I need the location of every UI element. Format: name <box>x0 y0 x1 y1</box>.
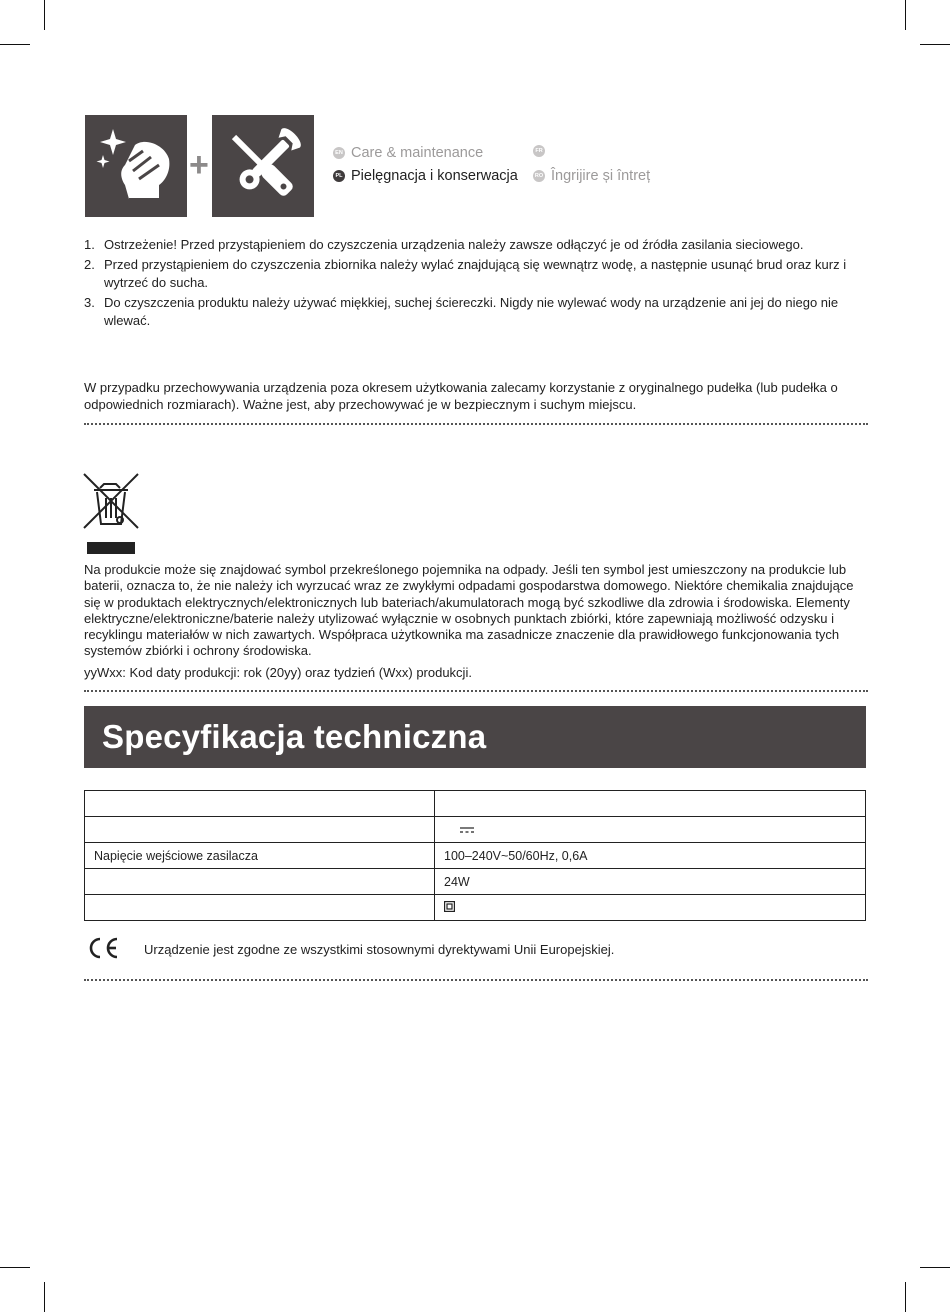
language-label: Îngrijire și întreț <box>551 168 651 184</box>
weee-paragraph: Na produkcie może się znajdować symbol przekreślonego pojemnika na odpady. Jeśli ten symbol jest umieszczony na produkcie lub baterii, oznacza to, że nie należy ich wyrzucać wraz ze zwykłymi odpadami gospodarstwa domowego. Niektóre chemikalia znajdujące się w produktach elektrycznych/elektronicznych lub bateriach/akumulatorach mogą być szkodliwe dla zdrowia i środowiska. Elementy elektryczne/elektroniczne/baterie należy utylizować wyłącznie w osobnych punktach zbiórki, które zapewniają możliwość odzysku i recyklingu materiałów w nich zawartych. Współpraca użytkownika ma zasadnicze znaczenie dla prawidłowego funkcjonowania tych systemów zbiórki i ochrony środowiska. <box>84 562 854 659</box>
table-row <box>85 791 866 817</box>
crop-mark <box>44 1282 45 1312</box>
step-number: 1. <box>84 237 95 252</box>
step-number: 2. <box>84 257 95 272</box>
wrench-screwdriver-icon <box>212 115 314 217</box>
language-code-badge: FR <box>533 145 545 157</box>
spec-label <box>85 817 435 843</box>
list-item <box>84 236 874 254</box>
step-number: 3. <box>84 295 95 310</box>
storage-paragraph: W przypadku przechowywania urządzenia poza okresem użytkowania zalecamy korzystanie z oryginalnego pudełka (lub pudełka o odpowiednich rozmiarach). Ważne jest, aby przechowywać je w bezpiecznym i suchym miejscu. <box>84 380 838 412</box>
spec-label: Napięcie wejściowe zasilacza <box>85 843 435 869</box>
language-item-fr[interactable] <box>533 145 551 157</box>
crop-mark <box>920 1267 950 1268</box>
crop-mark <box>0 1267 30 1268</box>
language-code-badge: EN <box>333 147 345 159</box>
plus-sign-icon: + <box>189 146 209 184</box>
step-text: Ostrzeżenie! Przed przystąpieniem do czyszczenia urządzenia należy zawsze odłączyć je od źródła zasilania sieciowego. <box>104 237 804 252</box>
language-item-en[interactable] <box>333 145 483 161</box>
table-row <box>85 817 866 843</box>
table-row <box>85 869 866 895</box>
care-steps-list <box>84 236 874 332</box>
cleaning-hand-sparkle-icon <box>85 115 187 217</box>
date-code-note: yyWxx: Kod daty produkcji: rok (20yy) oraz tydzień (Wxx) produkcji. <box>84 665 472 680</box>
dotted-divider <box>84 690 868 692</box>
spec-value-cell <box>435 817 866 843</box>
language-item-pl[interactable] <box>333 168 518 184</box>
crop-mark <box>44 0 45 30</box>
spec-banner <box>84 706 866 768</box>
ce-mark-icon <box>86 936 120 965</box>
ce-compliance-text: Urządzenie jest zgodne ze wszystkimi stosownymi dyrektywami Unii Europejskiej. <box>144 942 615 957</box>
crop-mark <box>905 0 906 30</box>
crop-mark <box>905 1282 906 1312</box>
spec-value <box>435 791 866 817</box>
language-item-ro[interactable] <box>533 168 650 184</box>
crossed-bin-icon <box>82 472 140 554</box>
dotted-divider <box>84 979 868 981</box>
language-code-badge: RO <box>533 170 545 182</box>
crop-mark <box>920 44 950 45</box>
language-label: Care & maintenance <box>351 145 484 161</box>
dc-current-icon <box>460 823 474 837</box>
step-text: Przed przystąpieniem do czyszczenia zbiornika należy wylać znajdującą się wewnątrz wodę, a następnie usunąć brud oraz kurz i wytrzeć do sucha. <box>104 257 847 290</box>
table-row <box>85 843 866 869</box>
list-item <box>84 256 874 292</box>
list-item <box>84 294 874 330</box>
language-label: Pielęgnacja i konserwacja <box>351 168 518 184</box>
spec-value-cell <box>435 895 866 921</box>
crop-mark <box>0 44 30 45</box>
section-title: Specyfikacja techniczna <box>102 718 487 755</box>
spec-value: 100–240V~50/60Hz, 0,6A <box>435 843 866 869</box>
table-row <box>85 895 866 921</box>
step-text: Do czyszczenia produktu należy używać miękkiej, suchej ściereczki. Nigdy nie wylewać wody na urządzenie ani jej do niego nie wlewać. <box>104 295 839 328</box>
class-ii-icon <box>444 901 455 915</box>
language-code-badge: PL <box>333 170 345 182</box>
spec-value: 24W <box>435 869 866 895</box>
spec-label <box>85 791 435 817</box>
dotted-divider <box>84 423 868 425</box>
spec-label <box>85 869 435 895</box>
spec-label <box>85 895 435 921</box>
spec-table <box>84 790 866 921</box>
